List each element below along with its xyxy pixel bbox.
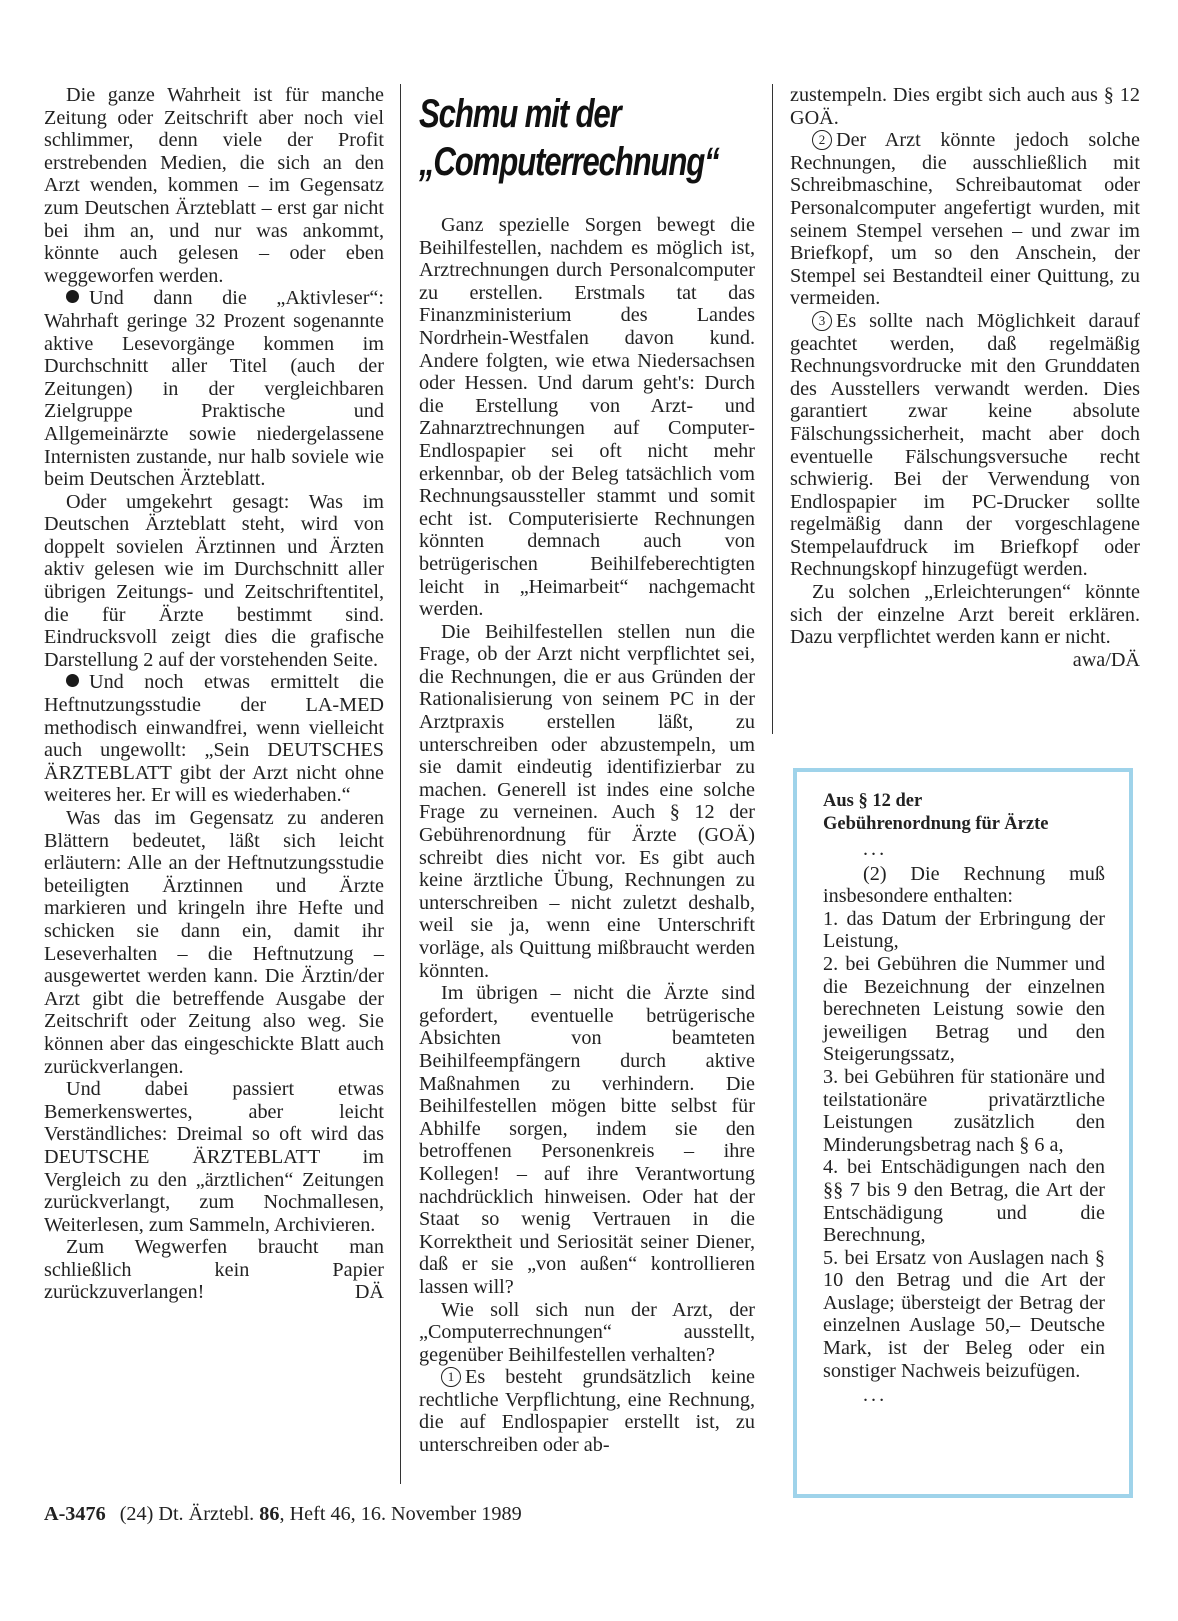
box-title-line-1: Aus § 12 der: [823, 791, 923, 811]
paragraph-text: Und noch etwas ermittelt die Heftnutzungsstudie der LA-MED methodisch einwandfrei, wenn vielleicht auch ungewollt: „Sein DEUTSCHES ÄRZTEBLATT gibt der Arzt nicht ohne weiteres her. Er will es wiederhaben.“: [44, 671, 384, 807]
paragraph-text: Es besteht grundsätzlich keine rechtliche Verpflichtung, eine Rechnung, die auf Endlospapier erstellt ist, zu unterschreiben oder ab-: [419, 1366, 755, 1457]
paragraph: [44, 671, 384, 807]
paragraph: Oder umgekehrt gesagt: Was im Deutschen Ärzteblatt steht, wird von doppelt sovielen Ärztinnen und Ärzten aktiv gelesen wie im Durchschnitt aller übrigen Zeitungs- und Zeitschriftentitel, die für Ärzte bestimmt sind. Eindrucksvoll zeigt dies die grafische Darstellung 2 auf der vorstehenden Seite.: [44, 490, 384, 671]
bullet-icon: [66, 290, 79, 303]
article-headline: [419, 90, 719, 186]
paragraph: [790, 310, 1140, 581]
paragraph: Und dabei passiert etwas Bemerkenswertes, aber leicht Verständliches: Dreimal so oft wird das DEUTSCHE ÄRZTEBLATT im Vergleich zu den „ärztlichen“ Zeitungen zurückverlangt, zum Nochmallesen, Weiterlesen, zum Sammeln, Archivieren.: [44, 1078, 384, 1236]
paragraph-text: Es sollte nach Möglichkeit darauf geachtet werden, daß regelmäßig Rechnungsvordrucke mit den Grunddaten des Ausstellers verwandt werden. Dies garantiert zwar keine absolute Fälschungssicherheit, macht aber doch eventuelle Fälschungsversuche recht schwierig. Bei der Verwendung von Endlospapier im PC-Drucker sollte regelmäßig dann der vorgeschlagene Stempelaufdruck im Briefkopf oder Rechnungskopf hinzugefügt werden.: [790, 309, 1140, 581]
box-item: 5. bei Ersatz von Auslagen nach § 10 den Betrag und die Art der Auslage; übersteigt der Betrag der einzelnen Auslage 50,– Deutsche Mark, ist der Beleg oder ein sonstiger Nachweis beizufügen.: [823, 1246, 1105, 1382]
paragraph: [419, 1366, 755, 1456]
box-item: 4. bei Entschädigungen nach den §§ 7 bis 9 den Betrag, die Art der Entschädigung und die Berechnung,: [823, 1156, 1105, 1247]
article-column-2: [419, 84, 755, 1457]
paragraph-text: Zu solchen „Erleichterungen“ könnte sich der einzelne Arzt bereit erklären. Dazu verpflichtet werden kann er nicht.: [790, 581, 1140, 649]
ellipsis: ...: [863, 1384, 888, 1407]
box-intro: (2) Die Rechnung muß insbesondere enthalten:: [823, 862, 1105, 908]
article-column-1: [44, 84, 384, 1304]
legal-excerpt-box: [793, 768, 1133, 1498]
ellipsis: ...: [863, 838, 888, 860]
journal-name: (24) Dt. Ärztebl.: [119, 1503, 255, 1525]
circled-number-icon: 3: [812, 311, 832, 331]
paragraph: [790, 129, 1140, 310]
author-signature: awa/DÄ: [1072, 648, 1140, 671]
author-signature: DÄ: [354, 1281, 384, 1304]
paragraph: Die Beihilfestellen stellen nun die Frage, ob der Arzt nicht verpflichtet sei, die Rechnungen, die er aus Gründen der Rationalisierung von seinem PC in der Arztpraxis erstellen läßt, zu unterschreiben oder abzustempeln, um sie damit eindeutig identifizierbar zu machen. Generell ist indes eine solche Frage zu verneinen. Auch § 12 der Gebührenordnung für Ärzte (GOÄ) schreibt dies nicht vor. Es gibt auch keine ärztliche Übung, Rechnungen zu unterschreiben – nicht zuletzt deshalb, weil sie ja, wenn eine Unterschrift vorläge, als Quittung mißbraucht werden könnten.: [419, 620, 755, 982]
paragraph-text: Und dann die „Aktivleser“: Wahrhaft geringe 32 Prozent sogenannte aktive Lesevorgänge kommen im Durchschnitt aller Titel (auch der Zeitungen) in der vergleichbaren Zielgruppe Praktische und Allgemeinärzte sowie niedergelassene Internisten zustande, nur halb soviele wie beim Deutschen Ärzteblatt.: [44, 287, 384, 491]
paragraph: [790, 581, 1140, 671]
paragraph: [44, 287, 384, 490]
page-footer: [44, 1503, 522, 1526]
paragraph-text: Zum Wegwerfen braucht man schließlich kein Papier zurückzuverlangen!: [44, 1236, 384, 1304]
box-item: 3. bei Gebühren für stationäre und teilstationäre privatärztliche Leistungen zusätzlich den Minderungsbetrag nach § 6 a,: [823, 1065, 1105, 1156]
paragraph: Ganz spezielle Sorgen bewegt die Beihilfestellen, nachdem es möglich ist, Arztrechnungen durch Personalcomputer zu erstellen. Erstmals tat das Finanzministerium des Landes Nordrhein-Westfalen davon kund. Andere folgten, wie etwa Niedersachsen oder Hessen. Und darum geht's: Durch die Erstellung von Arzt- und Zahnarztrechnungen auf Computer-Endlospapier sei oft nicht mehr erkennbar, ob der Beleg tatsächlich vom Rechnungsaussteller stammt und somit echt ist. Computerisierte Rechnungen könnten demnach auch von betrügerischen Beihilfeberechtigten leicht in „Heimarbeit“ nachgemacht werden.: [419, 214, 755, 621]
box-title-line-2: Gebührenordnung für Ärzte: [823, 814, 1049, 834]
paragraph: [44, 1236, 384, 1304]
column-divider: [772, 84, 773, 734]
box-item: 2. bei Gebühren die Nummer und die Bezeichnung der einzelnen berechneten Leistung sowie den jeweiligen Betrag und den Steigerungssatz,: [823, 952, 1105, 1066]
circled-number-icon: 2: [812, 130, 832, 150]
volume-number: 86: [259, 1503, 280, 1525]
article-column-3: [790, 84, 1140, 671]
headline-line-2: „Computerrechnung“: [419, 140, 719, 184]
paragraph: Wie soll sich nun der Arzt, der „Computerrechnungen“ ausstellt, gegenüber Beihilfestellen verhalten?: [419, 1298, 755, 1366]
paragraph: Die ganze Wahrheit ist für manche Zeitung oder Zeitschrift aber noch viel schlimmer, denn viele der Profit erstrebenden Medien, die sich an den Arzt wenden, kommen – im Gegensatz zum Deutschen Ärzteblatt – erst gar nicht bei ihm an, und nur was ankommt, könnte auch gelesen – oder eben weggeworfen werden.: [44, 84, 384, 287]
box-item: 1. das Datum der Erbringung der Leistung,: [823, 907, 1105, 953]
paragraph: zustempeln. Dies ergibt sich auch aus § 12 GOÄ.: [790, 84, 1140, 129]
issue-date: , Heft 46, 16. November 1989: [279, 1503, 522, 1525]
paragraph-text: Der Arzt könnte jedoch solche Rechnungen, die ausschließlich mit Schreibmaschine, Schreibautomat oder Personalcomputer angefertigt wurden, mit seinem Stempel versehen – und zwar im Briefkopf, um so den Anschein, der Stempel sei Bestandteil einer Quittung, zu vermeiden.: [790, 129, 1140, 310]
paragraph: Im übrigen – nicht die Ärzte sind gefordert, eventuelle betrügerische Absichten von beamteten Beihilfeempfängern durch aktive Maßnahmen zu verhindern. Die Beihilfestellen mögen bitte selbst für Abhilfe sorgen, indem sie den betroffenen Personenkreis – ihre Kollegen! – auf ihre Verantwortung nachdrücklich hinweisen. Oder hat der Staat so wenig Vertrauen in die Korrektheit und Seriosität seiner Diener, daß er sie „von außen“ kontrollieren lassen will?: [419, 982, 755, 1298]
headline-line-1: Schmu mit der: [419, 92, 621, 136]
bullet-icon: [66, 674, 79, 687]
column-divider: [400, 84, 401, 1484]
box-title: [823, 790, 1105, 836]
circled-number-icon: 1: [441, 1367, 461, 1387]
page-number: A-3476: [44, 1503, 106, 1525]
paragraph: Was das im Gegensatz zu anderen Blättern bedeutet, läßt sich leicht erläutern: Alle an der Heftnutzungsstudie beteiligten Ärztinnen und Ärzte markieren und kringeln ihre Hefte und schicken sie dann ein, damit ihr Leseverhalten – die Heftnutzung – ausgewertet werden kann. Die Ärztin/der Arzt gibt die betreffende Ausgabe der Zeitschrift oder Zeitung also weg. Sie können aber das eingeschickte Blatt auch zurückverlangen.: [44, 807, 384, 1078]
